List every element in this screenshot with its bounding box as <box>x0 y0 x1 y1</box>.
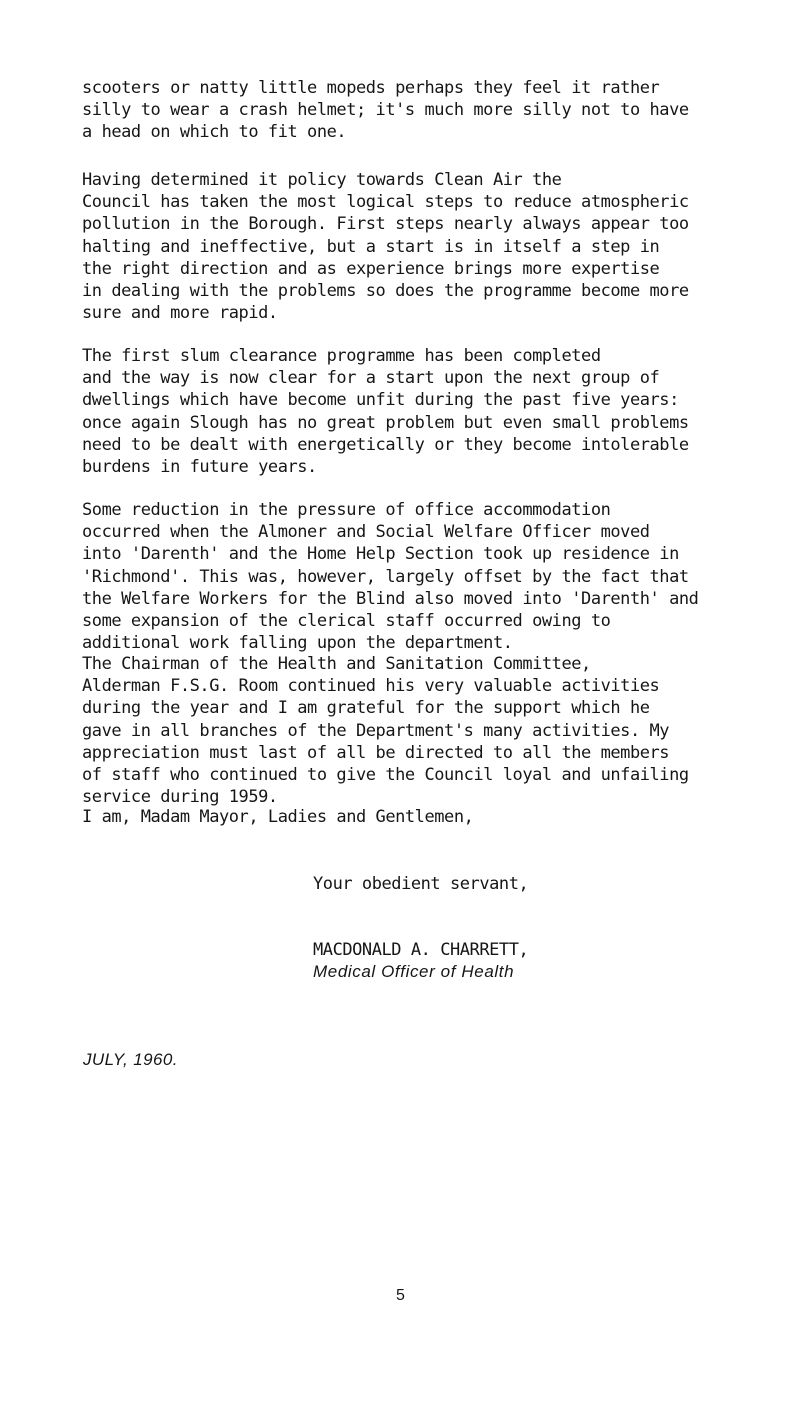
paragraph-slum-clearance: The first slum clearance programme has been completed and the way is now clear for a start upon the next group of dwellings which have become unfit during the past five years: once again Slough has no great problem but even small problems need to be dealt with energetically or they become intolerable burdens in future years. <box>82 346 689 478</box>
closing: Your obedient servant, <box>313 874 529 894</box>
paragraph-helmets: scooters or natty little mopeds perhaps they feel it rather silly to wear a crash helmet; it's much more silly not to have a head on which to fit one. <box>82 78 689 143</box>
paragraph-office-accommodation: Some reduction in the pressure of office accommodation occurred when the Almoner and Social Welfare Officer moved into 'Darenth' and the Home Help Section took up residence in 'Richmond'. This was, however, largely offset by the fact that the Welfare Workers for the Blind also moved into 'Darenth' and some expansion of the clerical staff occurred owing to additional work falling upon the department. <box>82 500 699 654</box>
signer-title: Medical Officer of Health <box>313 962 515 981</box>
page-number: 5 <box>396 1287 405 1304</box>
paragraph-clean-air: Having determined it policy towards Clean Air the Council has taken the most logical steps to reduce atmospheric pollution in the Borough. First steps nearly always appear too halting and ineffective, but a start is in itself a step in the right direction and as experience brings more expertise in dealing with the problems so does the programme become more sure and more rapid. <box>82 170 689 324</box>
salutation: I am, Madam Mayor, Ladies and Gentlemen, <box>82 807 474 827</box>
signer-name: MACDONALD A. CHARRETT, <box>313 940 529 960</box>
document-date: JULY, 1960. <box>83 1050 178 1069</box>
paragraph-acknowledgements: The Chairman of the Health and Sanitation Committee, Alderman F.S.G. Room continued his very valuable activities during the year and I am grateful for the support which he gave in all branches of the Department's many activities. My appreciation must last of all be directed to all the members of staff who continued to give the Council loyal and unfailing service during 1959. <box>82 654 689 808</box>
